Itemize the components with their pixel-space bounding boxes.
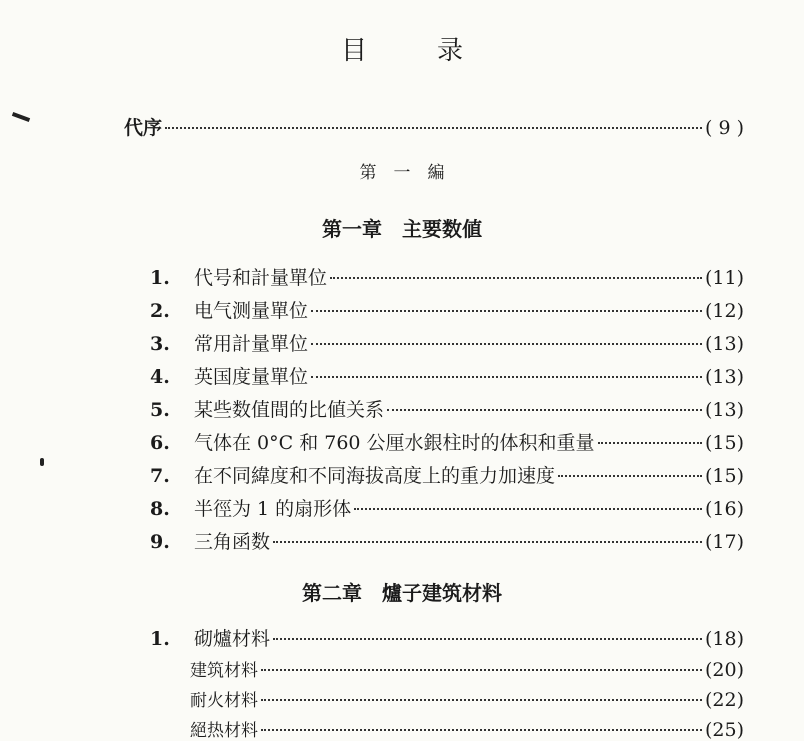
toc-entry-page: ( 9 )	[705, 117, 744, 139]
leader-dots	[598, 442, 702, 444]
leader-dots	[311, 343, 702, 345]
entry-text: 代号和計量單位	[194, 267, 328, 289]
entry-page: (11)	[704, 267, 744, 289]
entry-page: (15)	[704, 432, 744, 454]
toc-entry[interactable]	[150, 296, 744, 323]
toc-entry[interactable]	[150, 624, 744, 651]
entry-number: 1.	[150, 628, 170, 650]
entry-page: (17)	[704, 531, 744, 553]
toc-entry-label: 代序	[124, 117, 163, 139]
leader-dots	[165, 127, 702, 129]
entry-number: 2.	[150, 300, 170, 322]
page-title	[0, 30, 804, 67]
entry-text: 电气测量單位	[194, 300, 309, 322]
entry-page: (13)	[704, 366, 744, 388]
toc-entry-preface[interactable]	[124, 113, 744, 140]
entry-number: 8.	[150, 498, 170, 520]
leader-dots	[354, 508, 702, 510]
toc-entry[interactable]	[150, 494, 744, 521]
entry-page: (16)	[704, 498, 744, 520]
toc-entry[interactable]	[150, 461, 744, 488]
entry-text: 常用計量單位	[194, 333, 309, 355]
leader-dots	[330, 277, 702, 279]
entry-text: 砌爐材料	[194, 628, 271, 650]
leader-dots	[558, 475, 702, 477]
subentry-page: (22)	[704, 689, 744, 711]
entry-number: 9.	[150, 531, 170, 553]
entry-number: 7.	[150, 465, 170, 487]
subentry-page: (20)	[704, 659, 744, 681]
leader-dots	[311, 310, 702, 312]
entry-page: (12)	[704, 300, 744, 322]
title-char-2: 录	[437, 36, 464, 66]
entry-page: (15)	[704, 465, 744, 487]
toc-entry[interactable]	[150, 395, 744, 422]
entry-page: (13)	[704, 333, 744, 355]
subentry-page: (25)	[704, 719, 744, 741]
leader-dots	[311, 376, 702, 378]
entry-number: 6.	[150, 432, 170, 454]
toc-subentry[interactable]	[190, 716, 744, 741]
entry-number: 1.	[150, 267, 170, 289]
entry-number: 5.	[150, 399, 170, 421]
entry-text: 半徑为 1 的扇形体	[194, 498, 352, 520]
entry-text: 三角函数	[194, 531, 271, 553]
toc-entry[interactable]	[150, 362, 744, 389]
leader-dots	[261, 669, 702, 671]
entry-number: 4.	[150, 366, 170, 388]
subentry-text: 絕热材料	[190, 721, 258, 741]
entry-text: 英国度量單位	[194, 366, 309, 388]
leader-dots	[261, 699, 702, 701]
entry-page: (13)	[704, 399, 744, 421]
toc-entry[interactable]	[150, 329, 744, 356]
chapter-2-heading: 第二章 爐子建筑材料	[302, 581, 502, 605]
part-heading: 第 一 編	[359, 163, 445, 183]
entry-text: 在不同緯度和不同海拔高度上的重力加速度	[194, 465, 556, 487]
entry-text: 某些数值間的比値关系	[194, 399, 385, 421]
title-char-1: 目	[340, 36, 367, 66]
toc-entry[interactable]	[150, 263, 744, 290]
margin-mark-dot	[40, 458, 44, 466]
leader-dots	[387, 409, 702, 411]
toc-entry[interactable]	[150, 527, 744, 554]
entry-number: 3.	[150, 333, 170, 355]
chapter-1-heading: 第一章 主要数値	[322, 217, 482, 241]
subentry-text: 耐火材料	[190, 691, 258, 711]
toc-entry[interactable]	[150, 428, 744, 455]
leader-dots	[273, 638, 702, 640]
toc-subentry[interactable]	[190, 656, 744, 681]
entry-text: 气体在 0°C 和 760 公厘水銀柱时的体积和重量	[194, 432, 595, 454]
subentry-text: 建筑材料	[190, 661, 258, 681]
leader-dots	[261, 729, 702, 731]
toc-subentry[interactable]	[190, 686, 744, 711]
entry-page: (18)	[704, 628, 744, 650]
margin-mark-arrow	[12, 112, 30, 122]
leader-dots	[273, 541, 702, 543]
